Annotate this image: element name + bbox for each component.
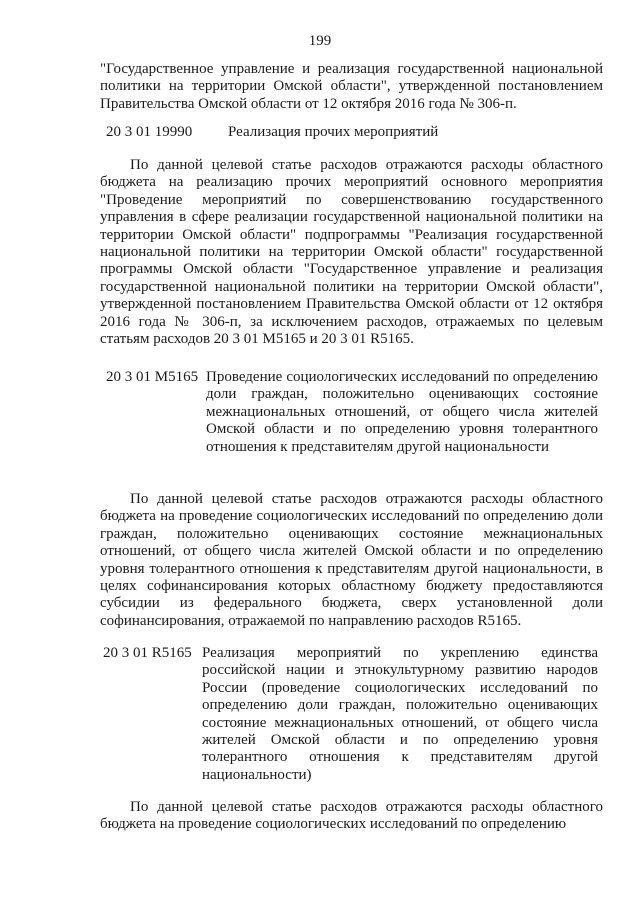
section-body-m5165 [100,491,603,630]
target-title: Реализация прочих мероприятий [228,124,439,140]
target-title: Проведение социологических исследований по определению доли граждан, положительно оценивающих состояние межнациональных отношений, от общего числа жителей Омской области и по определению уровня толерантного отношения к представителям другой национальности [206,369,598,455]
target-code: 20 3 01 R5165 [103,645,192,661]
body-text: По данной целевой статье расходов отражаются расходы областного бюджета на проведение социологических исследований по определению доли граждан, положительно оценивающих состояние межнациональных отношений, от общего числа жителей Омской области и по определению уровня толерантного отношения к представителям другой национальности, в целях софинансирования которых областному бюджету предоставляются субсидии из федерального бюджета, сверх установленной доли софинансирования, отражаемой по направлению расходов R5165. [100,491,603,629]
intro-paragraph: "Государственное управление и реализация государственной национальной политики на территории Омской области", утвержденной постановлением Правительства Омской области от 12 октября 2016 года № 306-п. [100,61,603,112]
target-title: Реализация мероприятий по укреплению единства российской нации и этнокультурному развитию народов России (проведение социологических исследований по определению доли граждан, положительно оценивающих состояние межнациональных отношений, от общего числа жителей Омской области и по определению уровня толерантного отношения к представителям другой национальности) [202,645,598,783]
target-code: 20 3 01 19990 [106,124,193,140]
target-code: 20 3 01 M5165 [106,369,199,385]
section-body-19990 [100,157,603,348]
body-text: По данной целевой статье расходов отражаются расходы областного бюджета на реализацию прочих мероприятий основного мероприятия "Проведение мероприятий по совершенствованию государственного управления в сфере реализации государственной национальной политики на территории Омской области" подпрограммы "Реализация государственной национальной политики на территории Омской области" государственной программы Омской области "Государственное управление и реализация государственной национальной политики на территории Омской области", утвержденной постановлением Правительства Омской области от 12 октября 2016 года № 306-п, за исключением расходов, отражаемых по целевым статьям расходов 20 3 01 M5165 и 20 3 01 R5165. [100,157,603,348]
page-number: 199 [308,33,332,49]
body-text: По данной целевой статье расходов отражаются расходы областного бюджета на проведение социологических исследований по определению [100,799,603,833]
section-body-r5165 [100,799,603,834]
